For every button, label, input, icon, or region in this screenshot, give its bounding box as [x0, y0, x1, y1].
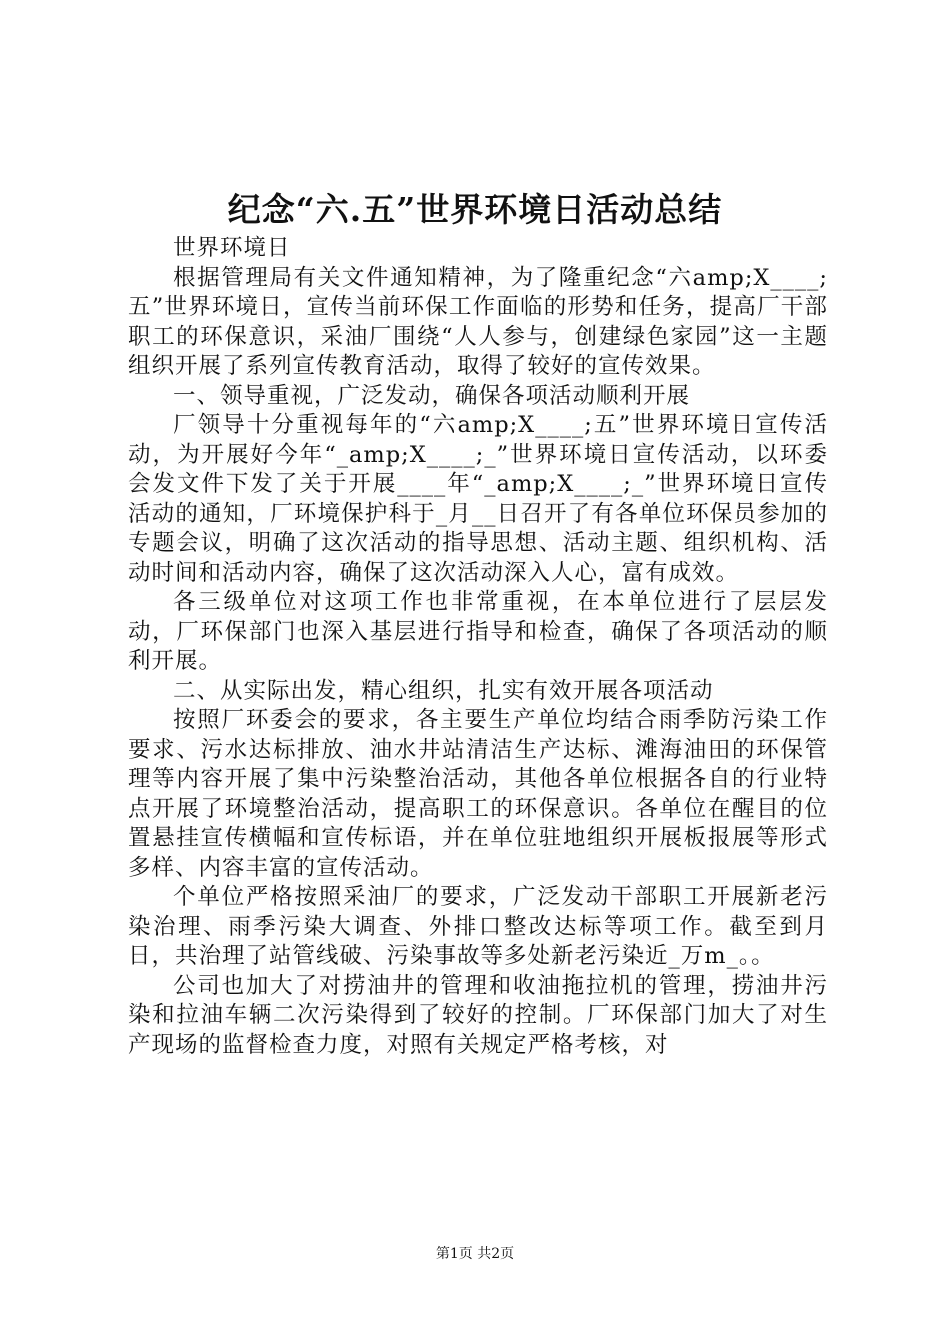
section-heading-2: 二、从实际出发，精心组织，扎实有效开展各项活动 — [173, 677, 714, 704]
paragraph: 个单位严格按照采油厂的要求，广泛发动干部职工开展新老污染治理、雨季污染大调查、外排口整改达标等项工作。截至到月日，共治理了站管线破、污染事故等多处新老污染近_万m_。。 — [128, 884, 828, 969]
paragraph-intro: 根据管理局有关文件通知精神，为了隆重纪念“六amp;X____;五”世界环境日，宣传当前环保工作面临的形势和任务，提高厂干部职工的环保意识，采油厂围绕“人人参与，创建绿色家园”这一主题组织开展了系列宣传教育活动，取得了较好的宣传效果。 — [128, 264, 828, 379]
paragraph: 公司也加大了对捞油井的管理和收油拖拉机的管理，捞油井污染和拉油车辆二次污染得到了较好的控制。厂环保部门加大了对生产现场的监督检查力度，对照有关规定严格考核，对 — [128, 972, 828, 1058]
paragraph-subtitle: 世界环境日 — [173, 235, 291, 261]
page-footer: 第1页 共2页 — [435, 1246, 515, 1262]
paragraph: 按照厂环委会的要求，各主要生产单位均结合雨季防污染工作要求、污水达标排放、油水井站清洁生产达标、滩海油田的环保管理等内容开展了集中污染整治活动，其他各单位根据各自的行业特点开展了环境整治活动，提高职工的环保意识。各单位在醒目的位置悬挂宣传横幅和宣传标语，并在单位驻地组织开展板报展等形式多样、内容丰富的宣传活动。 — [128, 707, 828, 881]
paragraph: 各三级单位对这项工作也非常重视，在本单位进行了层层发动，厂环保部门也深入基层进行指导和检查，确保了各项活动的顺利开展。 — [128, 589, 828, 674]
document-title: 纪念“六.五”世界环境日活动总结 — [227, 190, 723, 229]
document-body — [128, 234, 828, 1060]
section-heading-1: 一、领导重视，广泛发动，确保各项活动顺利开展 — [173, 382, 691, 409]
paragraph: 厂领导十分重视每年的“六amp;X____;五”世界环境日宣传活动，为开展好今年“_amp;X____;_”世界环境日宣传活动，以环委会发文件下发了关于开展____年“_amp;X____;_”世界环境日宣传活动的通知，厂环境保护科于_月__日召开了有各单位环保员参加的专题会议，明确了这次活动的指导思想、活动主题、组织机构、活动时间和活动内容，确保了这次活动深入人心，富有成效。 — [128, 412, 828, 586]
